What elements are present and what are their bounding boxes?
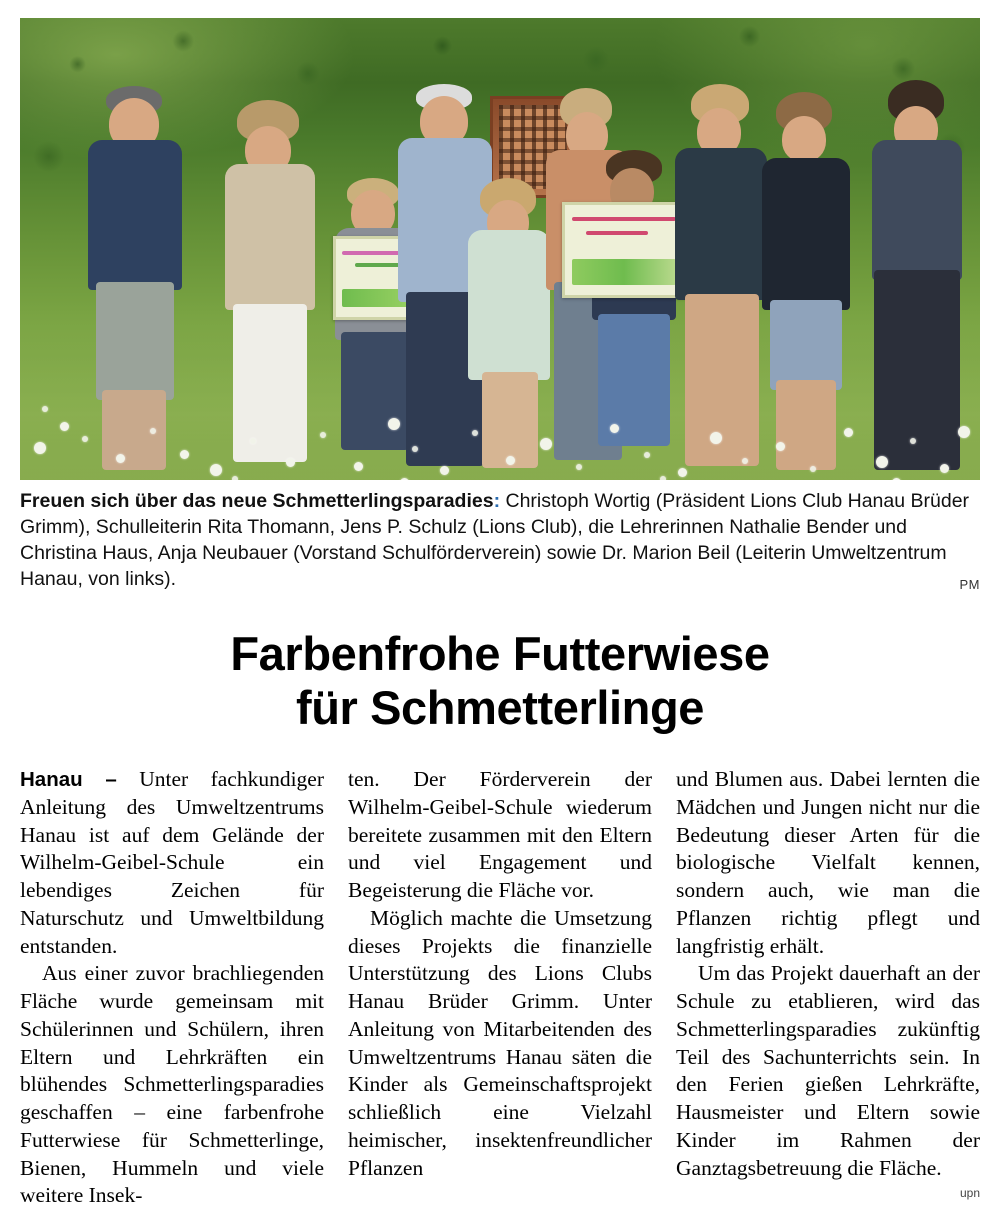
caption-colon: : <box>493 490 501 512</box>
paragraph: und Blumen aus. Dabei lernten die Mädchen und Jungen nicht nur die Bedeutung dieser Arten für die biologische Vielfalt kennen, sondern auch, wie man die Pflanzen richtig pflegt und langfristig erhält. <box>676 767 980 958</box>
article-photo <box>20 18 980 480</box>
white-flowers <box>20 18 980 480</box>
dateline: Hanau – <box>20 768 117 792</box>
headline-line-1: Farbenfrohe Futterwiese <box>230 626 770 680</box>
paragraph <box>20 766 324 960</box>
paragraph: Möglich machte die Umsetzung dieses Projekts die finanzielle Unterstützung des Lions Clubs Hanau Brüder Grimm. Unter Anleitung von Mitarbeitenden des Umweltzentrums Hanau säten die Kinder als Gemeinschaftsprojekt schließlich eine Vielzahl heimischer, insektenfreundlicher Pflanzen <box>348 905 652 1180</box>
caption-text: Christoph Wortig (Präsident Lions Club Hanau Brüder Grimm), Schulleiterin Rita Thomann, Jens P. Schulz (Lions Club), die Lehrerinnen Nathalie Bender und Christina Haus, Anja Neubauer (Vorstand Schulförderverein) sowie Dr. Marion Beil (Leiterin Umweltzentrum Hanau, von links). <box>20 490 970 590</box>
page-title <box>20 627 980 735</box>
source-mark: upn <box>959 1186 980 1200</box>
paragraph: ten. Der Förderverein der Wilhelm-Geibel-Schule wiederum bereitete zusammen mit den Eltern und viel Engagement und Begeisterung die Fläche vor. <box>348 767 652 903</box>
article-column-1 <box>20 766 324 1210</box>
photo-credit: PM <box>959 577 980 593</box>
paragraph-text: Unter fachkundiger Anleitung des Umweltzentrums Hanau ist auf dem Gelände der Wilhelm-Geibel-Schule ein lebendiges Zeichen für Naturschutz und Umweltbildung entstanden. <box>20 767 325 958</box>
photo-caption <box>20 489 980 593</box>
paragraph: Aus einer zuvor brachliegenden Fläche wurde gemeinsam mit Schülerinnen und Schülern, ihren Eltern und Lehrkräften ein blühendes Schmetterlingsparadies geschaffen – eine farbenfrohe Futterwiese für Schmetterlinge, Bienen, Hummeln und viele weitere Insek- <box>20 961 324 1208</box>
article-body <box>20 766 980 1210</box>
headline-line-2: für Schmetterlinge <box>295 680 705 734</box>
article-column-3 <box>676 766 980 1210</box>
caption-lead: Freuen sich über das neue Schmetterlingsparadies <box>20 490 494 512</box>
article-column-2 <box>348 766 652 1210</box>
paragraph: Um das Projekt dauerhaft an der Schule zu etablieren, wird das Schmetterlingsparadies zukünftig Teil des Sachunterrichts sein. In den Ferien gießen Lehrkräfte, Hausmeister und Eltern sowie Kinder im Rahmen der Ganztagsbetreuung die Fläche. <box>676 961 980 1180</box>
